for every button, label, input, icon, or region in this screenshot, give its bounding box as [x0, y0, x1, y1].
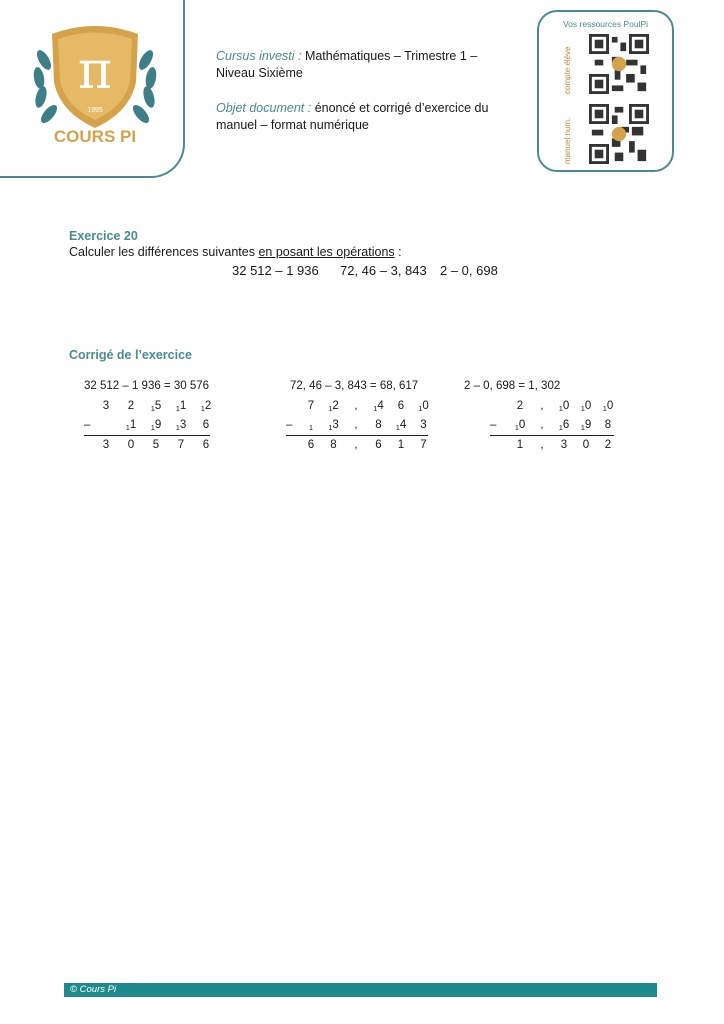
sub1-top-digit — [100, 400, 112, 412]
operation-1: 32 512 – 1 936 — [232, 263, 319, 278]
sub3-carry: 1 — [580, 423, 585, 432]
sub3-result-digit — [514, 439, 526, 451]
sub2-digit-value: 4 — [377, 400, 384, 412]
resources-box — [537, 10, 674, 172]
sub3-top-digit — [580, 400, 592, 413]
sub3-digit-value: , — [540, 419, 544, 431]
sub1-bottom-digit — [150, 419, 162, 432]
sub2-top-digit — [395, 400, 407, 412]
sub2-top-digit — [328, 400, 340, 413]
sub3-digit-value: 1 — [516, 439, 524, 451]
sub2-minus-sign: – — [286, 419, 293, 431]
sub3-carry: 1 — [580, 404, 585, 413]
exercise-instruction — [69, 245, 402, 259]
objet-label: Objet document : — [216, 101, 312, 115]
sub3-result-digit — [602, 439, 614, 451]
sub2-top-digit — [418, 400, 430, 413]
instruction-underlined: en posant les opérations — [258, 245, 395, 259]
sub1-top-digit — [175, 400, 187, 413]
sub2-digit-value: 6 — [307, 439, 315, 451]
footer-bar — [64, 983, 657, 997]
sub3-result-digit — [536, 439, 548, 451]
sub2-digit-value: 8 — [375, 419, 382, 431]
sub1-carry: 1 — [150, 404, 155, 413]
sub3-digit-value: 0 — [562, 400, 570, 412]
sub2-digit-value: 7 — [307, 400, 315, 412]
sub2-digit-value: 1 — [397, 439, 405, 451]
sub3-carry: 1 — [602, 404, 607, 413]
sub1-digit-value: 2 — [204, 400, 212, 412]
sub1-bottom-digit — [175, 419, 187, 432]
sub2-carry: 1 — [395, 423, 400, 432]
sub1-result-digit — [100, 439, 112, 451]
sub1-digit-value: 6 — [202, 439, 210, 451]
sub2-top-digit — [350, 400, 362, 412]
resources-title: Vos ressources PoulPi — [562, 19, 649, 29]
sub3-minus-sign: – — [490, 419, 497, 431]
sub1-carry: 1 — [150, 423, 155, 432]
equation-2: 72, 46 – 3, 843 = 68, 617 — [290, 380, 419, 392]
sub1-digit-value: 9 — [154, 419, 162, 431]
sub2-result-digit — [350, 439, 362, 451]
sub3-carry: 1 — [514, 423, 519, 432]
sub3-bottom-digit — [514, 419, 526, 432]
sub1-digit-value: 3 — [102, 439, 110, 451]
sub3-top-digit — [558, 400, 570, 413]
sub3-top-digit — [514, 400, 526, 412]
sub3-bottom-digit — [558, 419, 570, 432]
sub2-carry: 1 — [308, 423, 314, 432]
sub3-digit-value: 9 — [584, 419, 592, 431]
sub1-minus-sign: – — [84, 419, 91, 431]
sub2-bottom-digit — [350, 419, 362, 431]
sub1-digit-value: 0 — [127, 439, 135, 451]
sub1-carry: 1 — [200, 404, 205, 413]
sub2-digit-value: , — [354, 419, 358, 431]
sub3-digit-value: 3 — [560, 439, 568, 451]
instruction-end: : — [394, 245, 402, 259]
sub2-bottom-digit — [418, 419, 430, 431]
sub2-digit-value: 6 — [397, 400, 405, 412]
sub1-bottom-digit — [200, 419, 212, 431]
sub1-result-line — [84, 435, 210, 436]
sub3-carry: 1 — [558, 404, 563, 413]
sub1-top-digit — [150, 400, 162, 413]
sub2-carry: 1 — [328, 423, 333, 432]
cours-pi-logo — [30, 20, 160, 155]
sub3-bottom-digit — [580, 419, 592, 432]
sub3-top-digit — [602, 400, 614, 413]
sub2-bottom-digit — [395, 419, 407, 432]
sub1-digit-value: 2 — [127, 400, 135, 412]
sub1-digit-value: 7 — [177, 439, 185, 451]
footer-copyright: © Cours Pi — [70, 984, 117, 995]
instruction-start: Calculer les différences suivantes — [69, 245, 259, 259]
sub3-bottom-digit — [536, 419, 548, 431]
sub2-digit-value: 3 — [332, 419, 339, 431]
qr-label-manual: manuel num. — [563, 117, 572, 164]
cursus-label: Cursus investi : — [216, 49, 302, 63]
equation-3: 2 – 0, 698 = 1, 302 — [464, 380, 561, 392]
sub1-top-digit — [200, 400, 212, 413]
sub3-result-line — [490, 435, 614, 436]
sub2-carry: 1 — [373, 404, 378, 413]
objet-value: énoncé et corrigé d’exercice du manuel – format numérique — [216, 101, 489, 132]
sub3-carry: 1 — [558, 423, 563, 432]
sub2-digit-value: , — [354, 400, 358, 412]
sub2-result-digit — [328, 439, 340, 451]
sub2-digit-value: 8 — [330, 439, 337, 451]
document-meta — [216, 48, 506, 152]
sub3-digit-value: , — [540, 439, 544, 451]
sub2-digit-value: 2 — [332, 400, 339, 412]
operation-3: 2 – 0, 698 — [440, 263, 498, 278]
sub2-top-digit — [373, 400, 385, 413]
logo-year: 1995 — [87, 107, 103, 114]
exercise-title: Exercice 20 — [69, 229, 138, 243]
sub2-result-digit — [395, 439, 407, 451]
sub3-top-digit — [536, 400, 548, 412]
sub1-digit-value: 6 — [202, 419, 210, 431]
sub1-top-digit — [125, 400, 137, 412]
sub1-carry: 1 — [125, 423, 130, 432]
sub3-digit-value: 0 — [606, 400, 614, 412]
sub2-digit-value: 7 — [420, 439, 427, 451]
sub3-digit-value: 0 — [582, 439, 590, 451]
sub2-result-digit — [305, 439, 317, 451]
sub1-digit-value: 1 — [129, 419, 137, 431]
sub1-digit-value: 3 — [102, 400, 110, 412]
sub2-result-line — [286, 435, 428, 436]
sub2-result-digit — [373, 439, 385, 451]
correction-title: Corrigé de l’exercice — [69, 348, 192, 362]
sub1-digit-value: 5 — [152, 439, 160, 451]
sub3-result-digit — [558, 439, 570, 451]
sub2-digit-value: 0 — [422, 400, 429, 412]
qr-label-student: compte élève — [563, 46, 572, 94]
sub2-bottom-digit — [328, 419, 340, 432]
sub3-digit-value: 8 — [604, 419, 612, 431]
sub1-digit-value: 1 — [179, 400, 187, 412]
logo-pi: π — [77, 41, 113, 101]
logo-text: COURS PI — [53, 127, 137, 146]
sub2-digit-value: 6 — [375, 439, 382, 451]
sub2-carry: 1 — [328, 404, 333, 413]
sub1-digit-value: 3 — [179, 419, 187, 431]
sub3-bottom-digit — [602, 419, 614, 431]
equation-1: 32 512 – 1 936 = 30 576 — [84, 380, 210, 392]
sub3-digit-value: 0 — [518, 419, 526, 431]
sub3-digit-value: 2 — [516, 400, 524, 412]
sub3-digit-value: 6 — [562, 419, 570, 431]
sub2-digit-value: 3 — [420, 419, 427, 431]
sub2-top-digit — [305, 400, 317, 412]
operation-2: 72, 46 – 3, 843 — [340, 263, 427, 278]
sub1-result-digit — [200, 439, 212, 451]
sub3-digit-value: 0 — [584, 400, 592, 412]
sub1-carry: 1 — [175, 404, 180, 413]
sub1-result-digit — [150, 439, 162, 451]
qr-code-student[interactable] — [589, 34, 649, 94]
sub1-result-digit — [125, 439, 137, 451]
cursus-value: Mathématiques – Trimestre 1 – Niveau Sixième — [216, 49, 478, 80]
sub3-result-digit — [580, 439, 592, 451]
sub3-digit-value: 2 — [604, 439, 612, 451]
sub1-carry: 1 — [175, 423, 180, 432]
sub2-result-digit — [418, 439, 430, 451]
sub2-bottom-digit — [373, 419, 385, 431]
sub2-bottom-digit — [305, 419, 317, 432]
qr-code-manual[interactable] — [589, 104, 649, 164]
sub1-bottom-digit — [125, 419, 137, 432]
sub2-carry: 1 — [418, 404, 423, 413]
sub1-result-digit — [175, 439, 187, 451]
sub2-digit-value: , — [354, 439, 358, 451]
sub1-digit-value: 5 — [154, 400, 162, 412]
sub3-digit-value: , — [540, 400, 544, 412]
sub2-digit-value: 4 — [399, 419, 407, 431]
